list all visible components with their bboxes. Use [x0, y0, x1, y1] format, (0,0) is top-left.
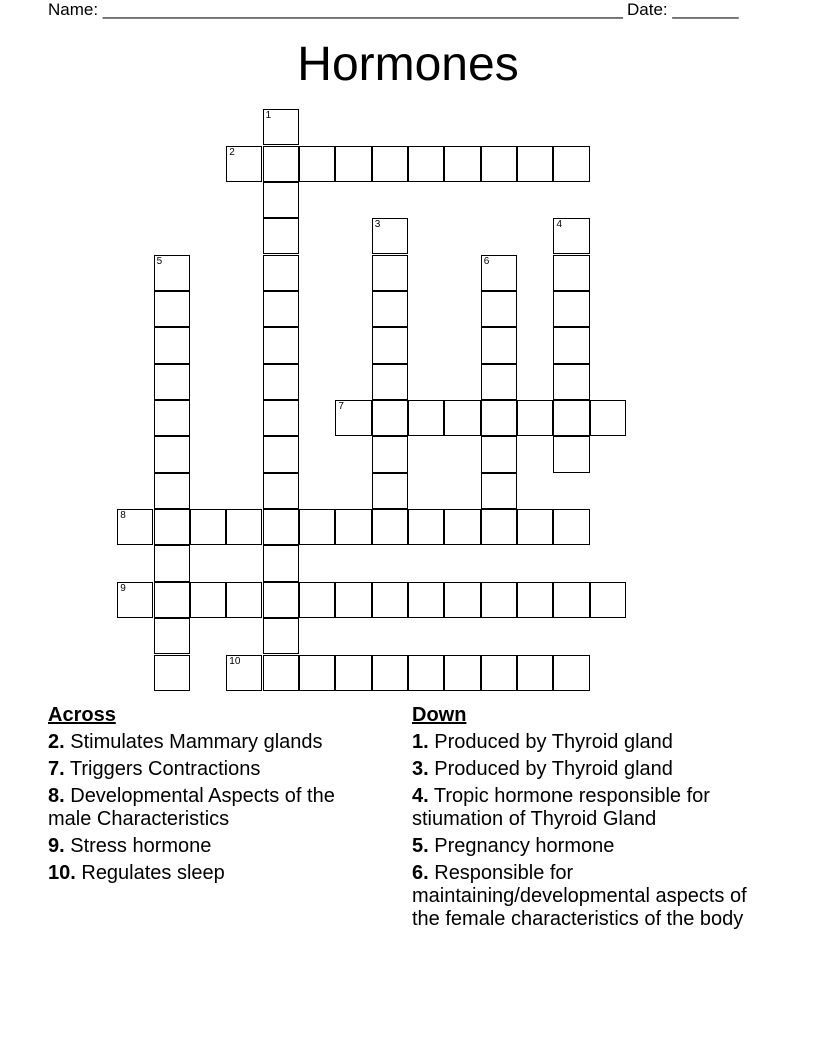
across-clue-text: Developmental Aspects of the male Characteristics: [48, 785, 335, 830]
crossword-cell[interactable]: [372, 146, 408, 182]
crossword-cell[interactable]: [481, 400, 517, 436]
down-clue: [412, 862, 752, 931]
across-clue-number: 10.: [48, 862, 76, 884]
down-clue-number: 1.: [412, 731, 429, 753]
crossword-cell[interactable]: [372, 291, 408, 327]
crossword-cell[interactable]: [335, 509, 371, 545]
down-clue-number: 6.: [412, 862, 429, 884]
clue-number: 2: [229, 146, 235, 158]
crossword-cell[interactable]: [299, 582, 335, 618]
crossword-cell[interactable]: [263, 509, 299, 545]
crossword-cell[interactable]: [226, 582, 262, 618]
crossword-cell[interactable]: [263, 218, 299, 254]
crossword-cell[interactable]: [517, 509, 553, 545]
crossword-cell[interactable]: [372, 364, 408, 400]
across-clue: [48, 731, 378, 754]
crossword-cell[interactable]: [481, 436, 517, 472]
crossword-cell[interactable]: [154, 618, 190, 654]
clue-number: 3: [374, 219, 381, 231]
crossword-cell[interactable]: [481, 582, 517, 618]
across-clue-number: 8.: [48, 785, 65, 807]
crossword-cell[interactable]: [263, 655, 299, 691]
clue-number: 6: [483, 255, 490, 267]
crossword-cell[interactable]: [553, 146, 589, 182]
crossword-cell[interactable]: [263, 545, 299, 581]
crossword-cell[interactable]: [553, 255, 589, 291]
crossword-cell[interactable]: [263, 582, 299, 618]
crossword-cell[interactable]: [226, 509, 262, 545]
crossword-cell[interactable]: [335, 655, 371, 691]
down-clues: [412, 704, 752, 935]
crossword-cell[interactable]: [263, 327, 299, 363]
crossword-cell[interactable]: [154, 473, 190, 509]
crossword-cell[interactable]: [190, 509, 226, 545]
across-clue-text: Regulates sleep: [75, 862, 225, 884]
crossword-cell[interactable]: [372, 218, 408, 254]
crossword-cell[interactable]: [481, 509, 517, 545]
crossword-cell[interactable]: [553, 509, 589, 545]
across-clue: [48, 835, 378, 858]
crossword-cell[interactable]: [154, 655, 190, 691]
crossword-cell[interactable]: [481, 255, 517, 291]
crossword-cell[interactable]: [553, 400, 589, 436]
crossword-cell[interactable]: [408, 400, 444, 436]
crossword-cell[interactable]: [154, 255, 190, 291]
down-clue-list: [412, 731, 752, 931]
date-field[interactable]: Date: _______: [627, 0, 739, 19]
crossword-cell[interactable]: [444, 400, 480, 436]
crossword-cell[interactable]: [444, 655, 480, 691]
down-clue: [412, 835, 752, 858]
clue-number: 9: [120, 582, 126, 594]
crossword-cell[interactable]: [444, 146, 480, 182]
across-heading: Across: [48, 704, 116, 726]
crossword-cell[interactable]: [263, 182, 299, 218]
crossword-cell[interactable]: [481, 473, 517, 509]
clue-number: 10: [229, 655, 241, 667]
across-clue-text: Stress hormone: [64, 835, 212, 857]
crossword-cell[interactable]: [154, 291, 190, 327]
clue-number: 7: [338, 401, 344, 413]
down-clue-number: 4.: [412, 785, 429, 807]
across-clue: [48, 758, 378, 781]
crossword-cell[interactable]: [372, 582, 408, 618]
crossword-cell[interactable]: [154, 400, 190, 436]
crossword-cell[interactable]: [517, 400, 553, 436]
across-clue-number: 2.: [48, 731, 65, 753]
crossword-cell[interactable]: [408, 509, 444, 545]
crossword-cell[interactable]: [481, 146, 517, 182]
crossword-cell[interactable]: [263, 255, 299, 291]
crossword-cell[interactable]: [553, 327, 589, 363]
clue-number: 4: [556, 219, 562, 231]
crossword-cell[interactable]: [154, 545, 190, 581]
crossword-cell[interactable]: [481, 655, 517, 691]
crossword-cell[interactable]: [190, 582, 226, 618]
crossword-cell[interactable]: [553, 218, 589, 254]
across-clues: [48, 704, 378, 889]
crossword-cell[interactable]: [263, 400, 299, 436]
across-clue-number: 9.: [48, 835, 65, 857]
crossword-cell[interactable]: [335, 146, 371, 182]
clue-number: 8: [120, 510, 126, 522]
crossword-cell[interactable]: [517, 655, 553, 691]
crossword-cell[interactable]: [154, 436, 190, 472]
crossword-cell[interactable]: [444, 582, 480, 618]
crossword-cell[interactable]: [117, 509, 153, 545]
page-title: Hormones: [297, 38, 519, 91]
down-clue-text: Produced by Thyroid gland: [428, 758, 673, 780]
crossword-cell[interactable]: [481, 291, 517, 327]
crossword-cell[interactable]: [263, 473, 299, 509]
crossword-cell[interactable]: [517, 582, 553, 618]
down-clue: [412, 758, 752, 781]
crossword-cell[interactable]: [553, 655, 589, 691]
crossword-cell[interactable]: [444, 509, 480, 545]
crossword-cell[interactable]: [372, 327, 408, 363]
crossword-cell[interactable]: [553, 291, 589, 327]
crossword-cell[interactable]: [517, 146, 553, 182]
down-clue-text: Pregnancy hormone: [428, 835, 615, 857]
crossword-cell[interactable]: [263, 109, 299, 145]
crossword-cell[interactable]: [299, 509, 335, 545]
crossword-cell[interactable]: [372, 473, 408, 509]
crossword-cell[interactable]: [299, 655, 335, 691]
crossword-cell[interactable]: [481, 327, 517, 363]
crossword-cell[interactable]: [263, 146, 299, 182]
crossword-cell[interactable]: [408, 655, 444, 691]
across-clue-text: Stimulates Mammary glands: [64, 731, 323, 753]
crossword-cell[interactable]: [408, 146, 444, 182]
crossword-cell[interactable]: [590, 400, 626, 436]
crossword-cell[interactable]: [263, 618, 299, 654]
crossword-cell[interactable]: [299, 146, 335, 182]
crossword-cell[interactable]: [553, 436, 589, 472]
crossword-cell[interactable]: [372, 509, 408, 545]
crossword-cell[interactable]: [263, 291, 299, 327]
crossword-cell[interactable]: [154, 327, 190, 363]
crossword-cell[interactable]: [408, 582, 444, 618]
crossword-cell[interactable]: [372, 436, 408, 472]
down-clue-number: 5.: [412, 835, 429, 857]
down-clue-text: Produced by Thyroid gland: [428, 731, 673, 753]
name-field[interactable]: Name: _______________________________________________________: [48, 0, 623, 19]
crossword-cell[interactable]: [226, 655, 262, 691]
across-clue: [48, 785, 378, 831]
crossword-cell[interactable]: [263, 436, 299, 472]
crossword-cell[interactable]: [335, 400, 371, 436]
crossword-cell[interactable]: [553, 364, 589, 400]
crossword-cell[interactable]: [553, 582, 589, 618]
crossword-cell[interactable]: [154, 364, 190, 400]
down-clue: [412, 785, 752, 831]
down-heading: Down: [412, 704, 467, 726]
across-clue: [48, 862, 378, 885]
across-clue-list: [48, 731, 378, 885]
crossword-cell[interactable]: [154, 509, 190, 545]
crossword-cell[interactable]: [481, 364, 517, 400]
down-clue-text: Tropic hormone responsible for stiumation of Thyroid Gland: [412, 785, 710, 830]
down-clue-text: Responsible for maintaining/developmental aspects of the female characteristics of the body: [412, 862, 747, 930]
clue-number: 5: [156, 255, 163, 267]
crossword-cell[interactable]: [372, 655, 408, 691]
crossword-cell[interactable]: [372, 400, 408, 436]
crossword-cell[interactable]: [117, 582, 153, 618]
crossword-cell[interactable]: [590, 582, 626, 618]
crossword-cell[interactable]: [372, 255, 408, 291]
crossword-cell[interactable]: [263, 364, 299, 400]
across-clue-number: 7.: [48, 758, 65, 780]
crossword-cell[interactable]: [154, 582, 190, 618]
across-clue-text: Triggers Contractions: [64, 758, 261, 780]
down-clue-number: 3.: [412, 758, 429, 780]
crossword-cell[interactable]: [335, 582, 371, 618]
clue-number: 1: [265, 110, 272, 122]
down-clue: [412, 731, 752, 754]
crossword-cell[interactable]: [226, 146, 262, 182]
